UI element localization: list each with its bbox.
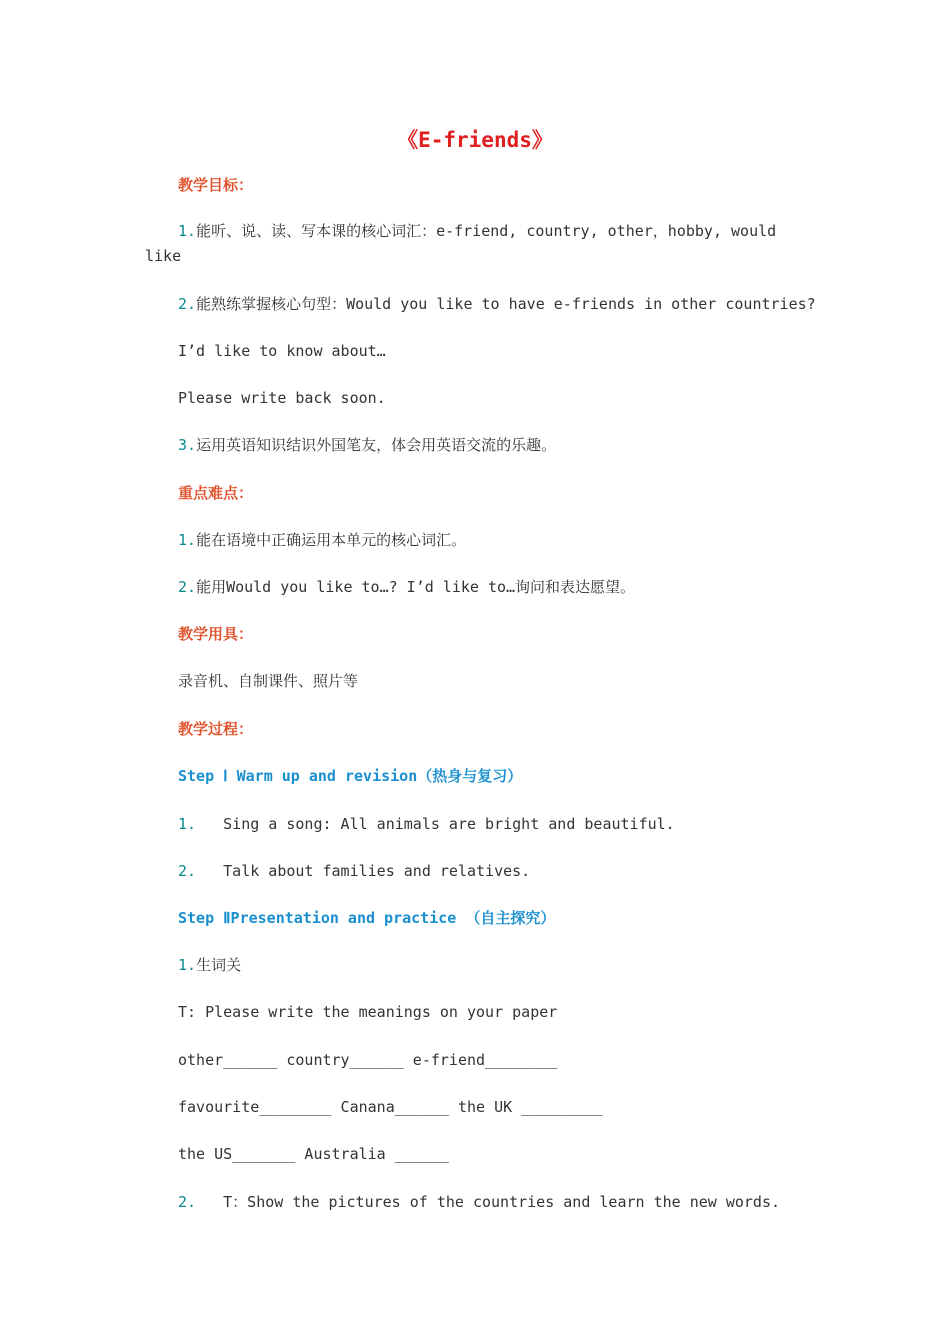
goal-2-number: 2. — [178, 295, 197, 313]
goal-2-line-2: I’d like to know about… — [178, 342, 386, 360]
step-1-item-1-text: Sing a song: All animals are bright and beautiful. — [223, 815, 675, 833]
goal-2 — [178, 294, 816, 314]
vocab-line-1: other______ country______ e-friend________ — [178, 1051, 558, 1069]
goal-1 — [145, 219, 795, 269]
step-2-item-1-number: 1. — [178, 956, 197, 974]
keypoint-1-text: 能在语境中正确运用本单元的核心词汇。 — [196, 531, 467, 549]
step-2-item-1-text: 生词关 — [196, 956, 242, 974]
tools-heading: 教学用具： — [178, 625, 254, 643]
goal-1-text: 能听、说、读、写本课的核心词汇：e-friend, country, other，hobby, would like — [145, 222, 777, 265]
process-heading: 教学过程： — [178, 720, 254, 738]
step-1-title: Step Ⅰ Warm up and revision（热身与复习） — [178, 767, 523, 785]
step-2-item-2-text: T：Show the pictures of the countries and learn the new words. — [223, 1193, 781, 1211]
step-2-item-2 — [178, 1192, 780, 1212]
keypoint-2 — [178, 577, 635, 597]
goal-1-number: 1. — [178, 222, 197, 240]
vocab-line-2: favourite________ Canana______ the UK _________ — [178, 1098, 603, 1116]
step-1-item-1 — [178, 814, 675, 834]
goal-3-number: 3. — [178, 436, 197, 454]
goal-2-line-3: Please write back soon. — [178, 389, 386, 407]
step-2-title: Step ⅡPresentation and practice （自主探究） — [178, 909, 556, 927]
keypoint-2-number: 2. — [178, 578, 197, 596]
goal-3 — [178, 435, 556, 455]
step-2-item-1 — [178, 955, 241, 975]
tools-text: 录音机、自制课件、照片等 — [178, 672, 359, 690]
step-1-item-2-text: Talk about families and relatives. — [223, 862, 531, 880]
step-2-item-2-number: 2. — [178, 1193, 197, 1211]
keypoint-1-number: 1. — [178, 531, 197, 549]
step-1-item-2 — [178, 861, 530, 881]
vocab-line-3: the US_______ Australia ______ — [178, 1145, 449, 1163]
document-title: 《E-friends》 — [397, 128, 553, 152]
keypoint-1 — [178, 530, 466, 550]
goal-2-text: 能熟练掌握核心句型：Would you like to have e-friends in other countries? — [196, 295, 816, 313]
step-2-teacher-line: T: Please write the meanings on your paper — [178, 1003, 558, 1021]
step-1-item-1-number: 1. — [178, 815, 197, 833]
goal-3-text: 运用英语知识结识外国笔友，体会用英语交流的乐趣。 — [196, 436, 557, 454]
goals-heading: 教学目标： — [178, 176, 254, 194]
keypoints-heading: 重点难点： — [178, 484, 254, 502]
step-1-item-2-number: 2. — [178, 862, 197, 880]
keypoint-2-text: 能用Would you like to…? I’d like to…询问和表达愿望。 — [196, 578, 636, 596]
